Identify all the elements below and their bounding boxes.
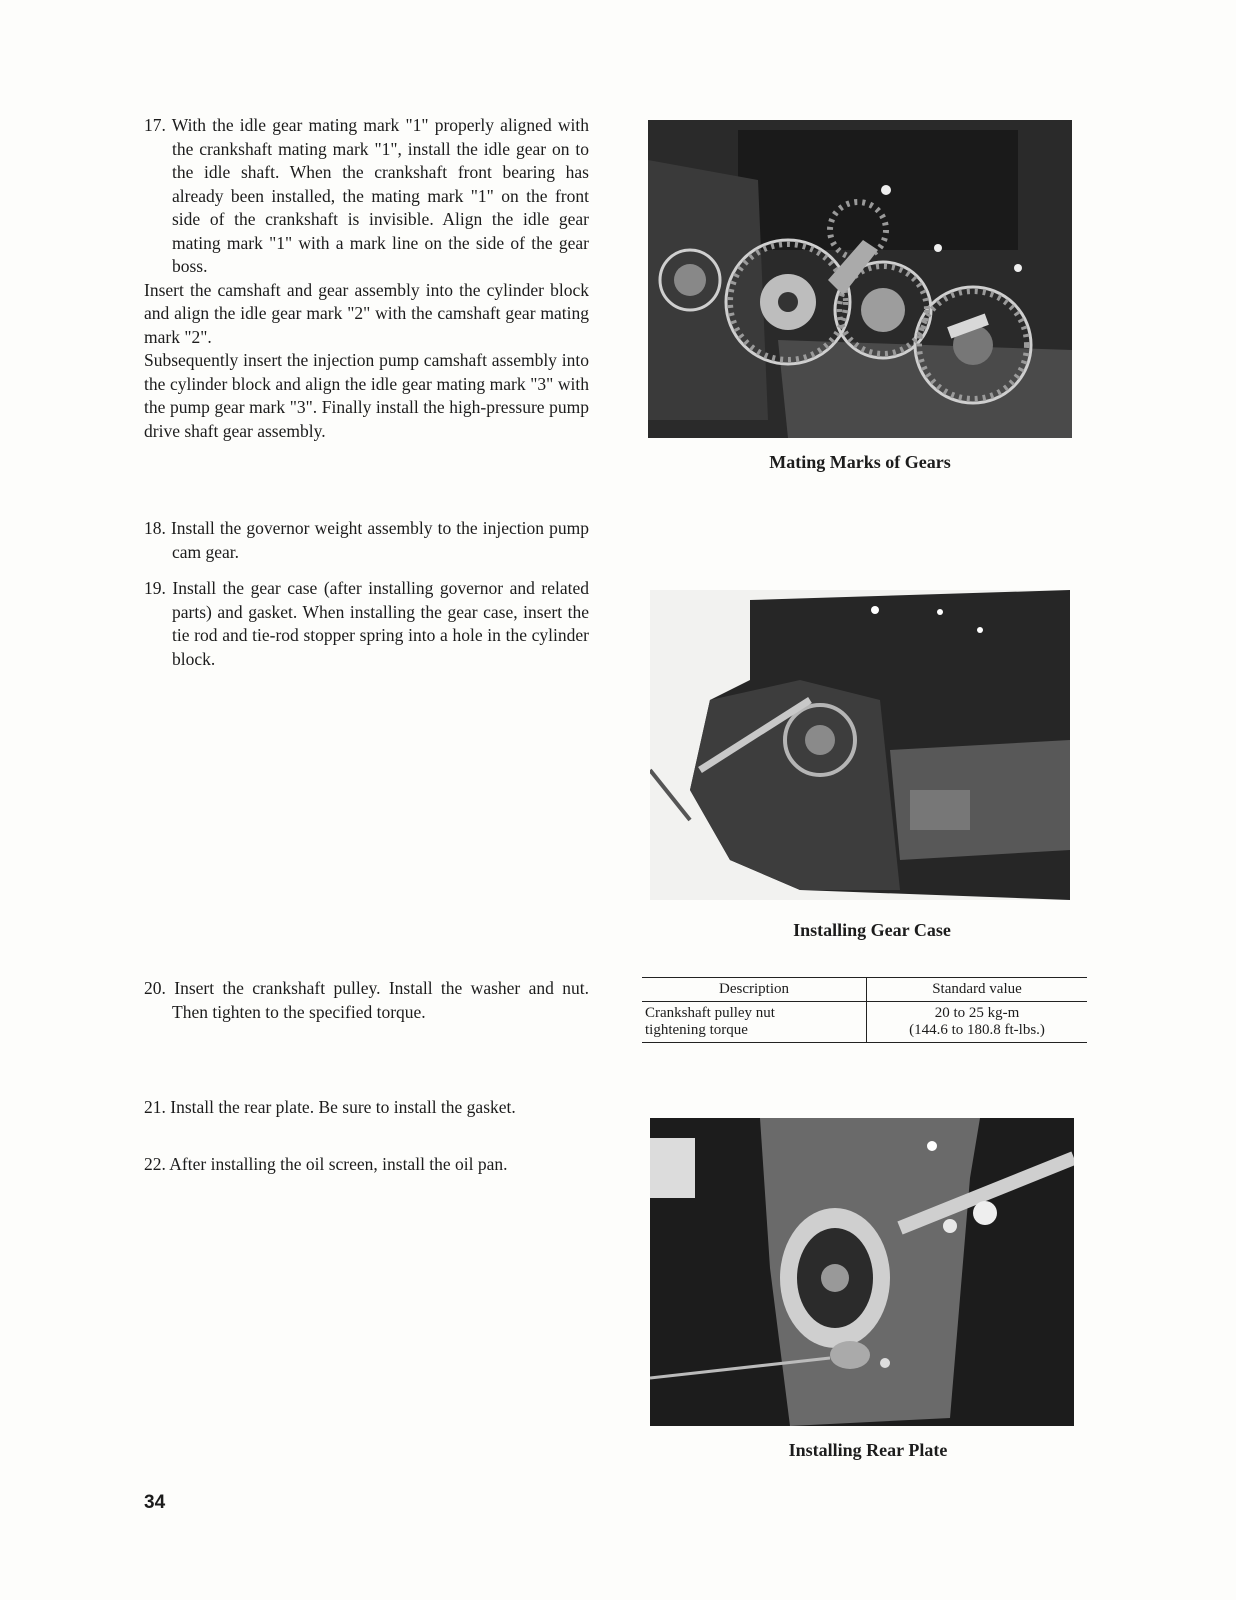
torque-spec-table <box>642 977 1087 1043</box>
rear-plate-illustration <box>650 1118 1074 1426</box>
step-17-paragraph-3: Subsequently insert the injection pump camshaft assembly into the cylinder block and align the idle gear mating mark "3" with the pump gear mark "3". Finally install the high-pressure pump drive shaft gear assembly. <box>144 350 589 441</box>
caption-mating-marks-of-gears: Mating Marks of Gears <box>769 452 951 472</box>
step-20-number: 20. <box>144 978 166 998</box>
step-20 <box>144 977 589 1024</box>
step-17-number: 17. <box>144 115 166 135</box>
step-17-paragraph-2: Insert the camshaft and gear assembly into the cylinder block and align the idle gear mark "2" with the camshaft gear mating mark "2". <box>144 279 589 347</box>
step-22 <box>144 1153 589 1177</box>
step-19-number: 19. <box>144 578 166 598</box>
table-row <box>642 1002 1087 1043</box>
step-17-text: 17. With the idle gear mating mark "1" properly aligned with the crankshaft mating mark "1", install the idle gear on to the idle shaft. When the crankshaft front bearing has already been installed, the mating mark "1" on the front side of the crankshaft is invisible. Align the idle gear mating mark "1" with a mark line on the side of the gear boss. <box>144 115 589 276</box>
cell-standard-value: 20 to 25 kg-m (144.6 to 180.8 ft-lbs.) <box>909 1005 1045 1038</box>
step-17 <box>144 114 589 443</box>
cell-description: Crankshaft pulley nut tightening torque <box>642 1002 867 1043</box>
gear-case-illustration <box>650 590 1070 900</box>
step-21-number: 21. <box>144 1097 166 1117</box>
photo-installing-gear-case <box>650 590 1070 900</box>
step-18-text: Install the governor weight assembly to the injection pump cam gear. <box>170 518 589 562</box>
step-22-number: 22. <box>144 1154 166 1174</box>
step-18-number: 18. <box>144 518 166 538</box>
step-19 <box>144 577 589 671</box>
photo-installing-rear-plate <box>650 1118 1074 1426</box>
gears-illustration <box>648 120 1072 438</box>
step-19-text: Install the gear case (after installing governor and related parts) and gasket. When installing the gear case, insert the tie rod and tie-rod stopper spring into a hole in the cylinder block. <box>172 578 589 669</box>
table-header-row <box>642 978 1087 1002</box>
page-number: 34 <box>144 1492 166 1513</box>
step-18 <box>144 517 589 564</box>
step-20-text: Insert the crankshaft pulley. Install the washer and nut. Then tighten to the specified torque. <box>172 978 589 1022</box>
header-standard-value: Standard value <box>932 981 1022 997</box>
step-22-text: After installing the oil screen, install the oil pan. <box>169 1154 508 1174</box>
step-21 <box>144 1096 589 1120</box>
caption-installing-gear-case: Installing Gear Case <box>793 920 951 940</box>
step-21-text: Install the rear plate. Be sure to install the gasket. <box>170 1097 516 1117</box>
caption-installing-rear-plate: Installing Rear Plate <box>788 1440 948 1460</box>
photo-mating-marks-of-gears <box>648 120 1072 438</box>
header-description: Description <box>642 978 867 1002</box>
